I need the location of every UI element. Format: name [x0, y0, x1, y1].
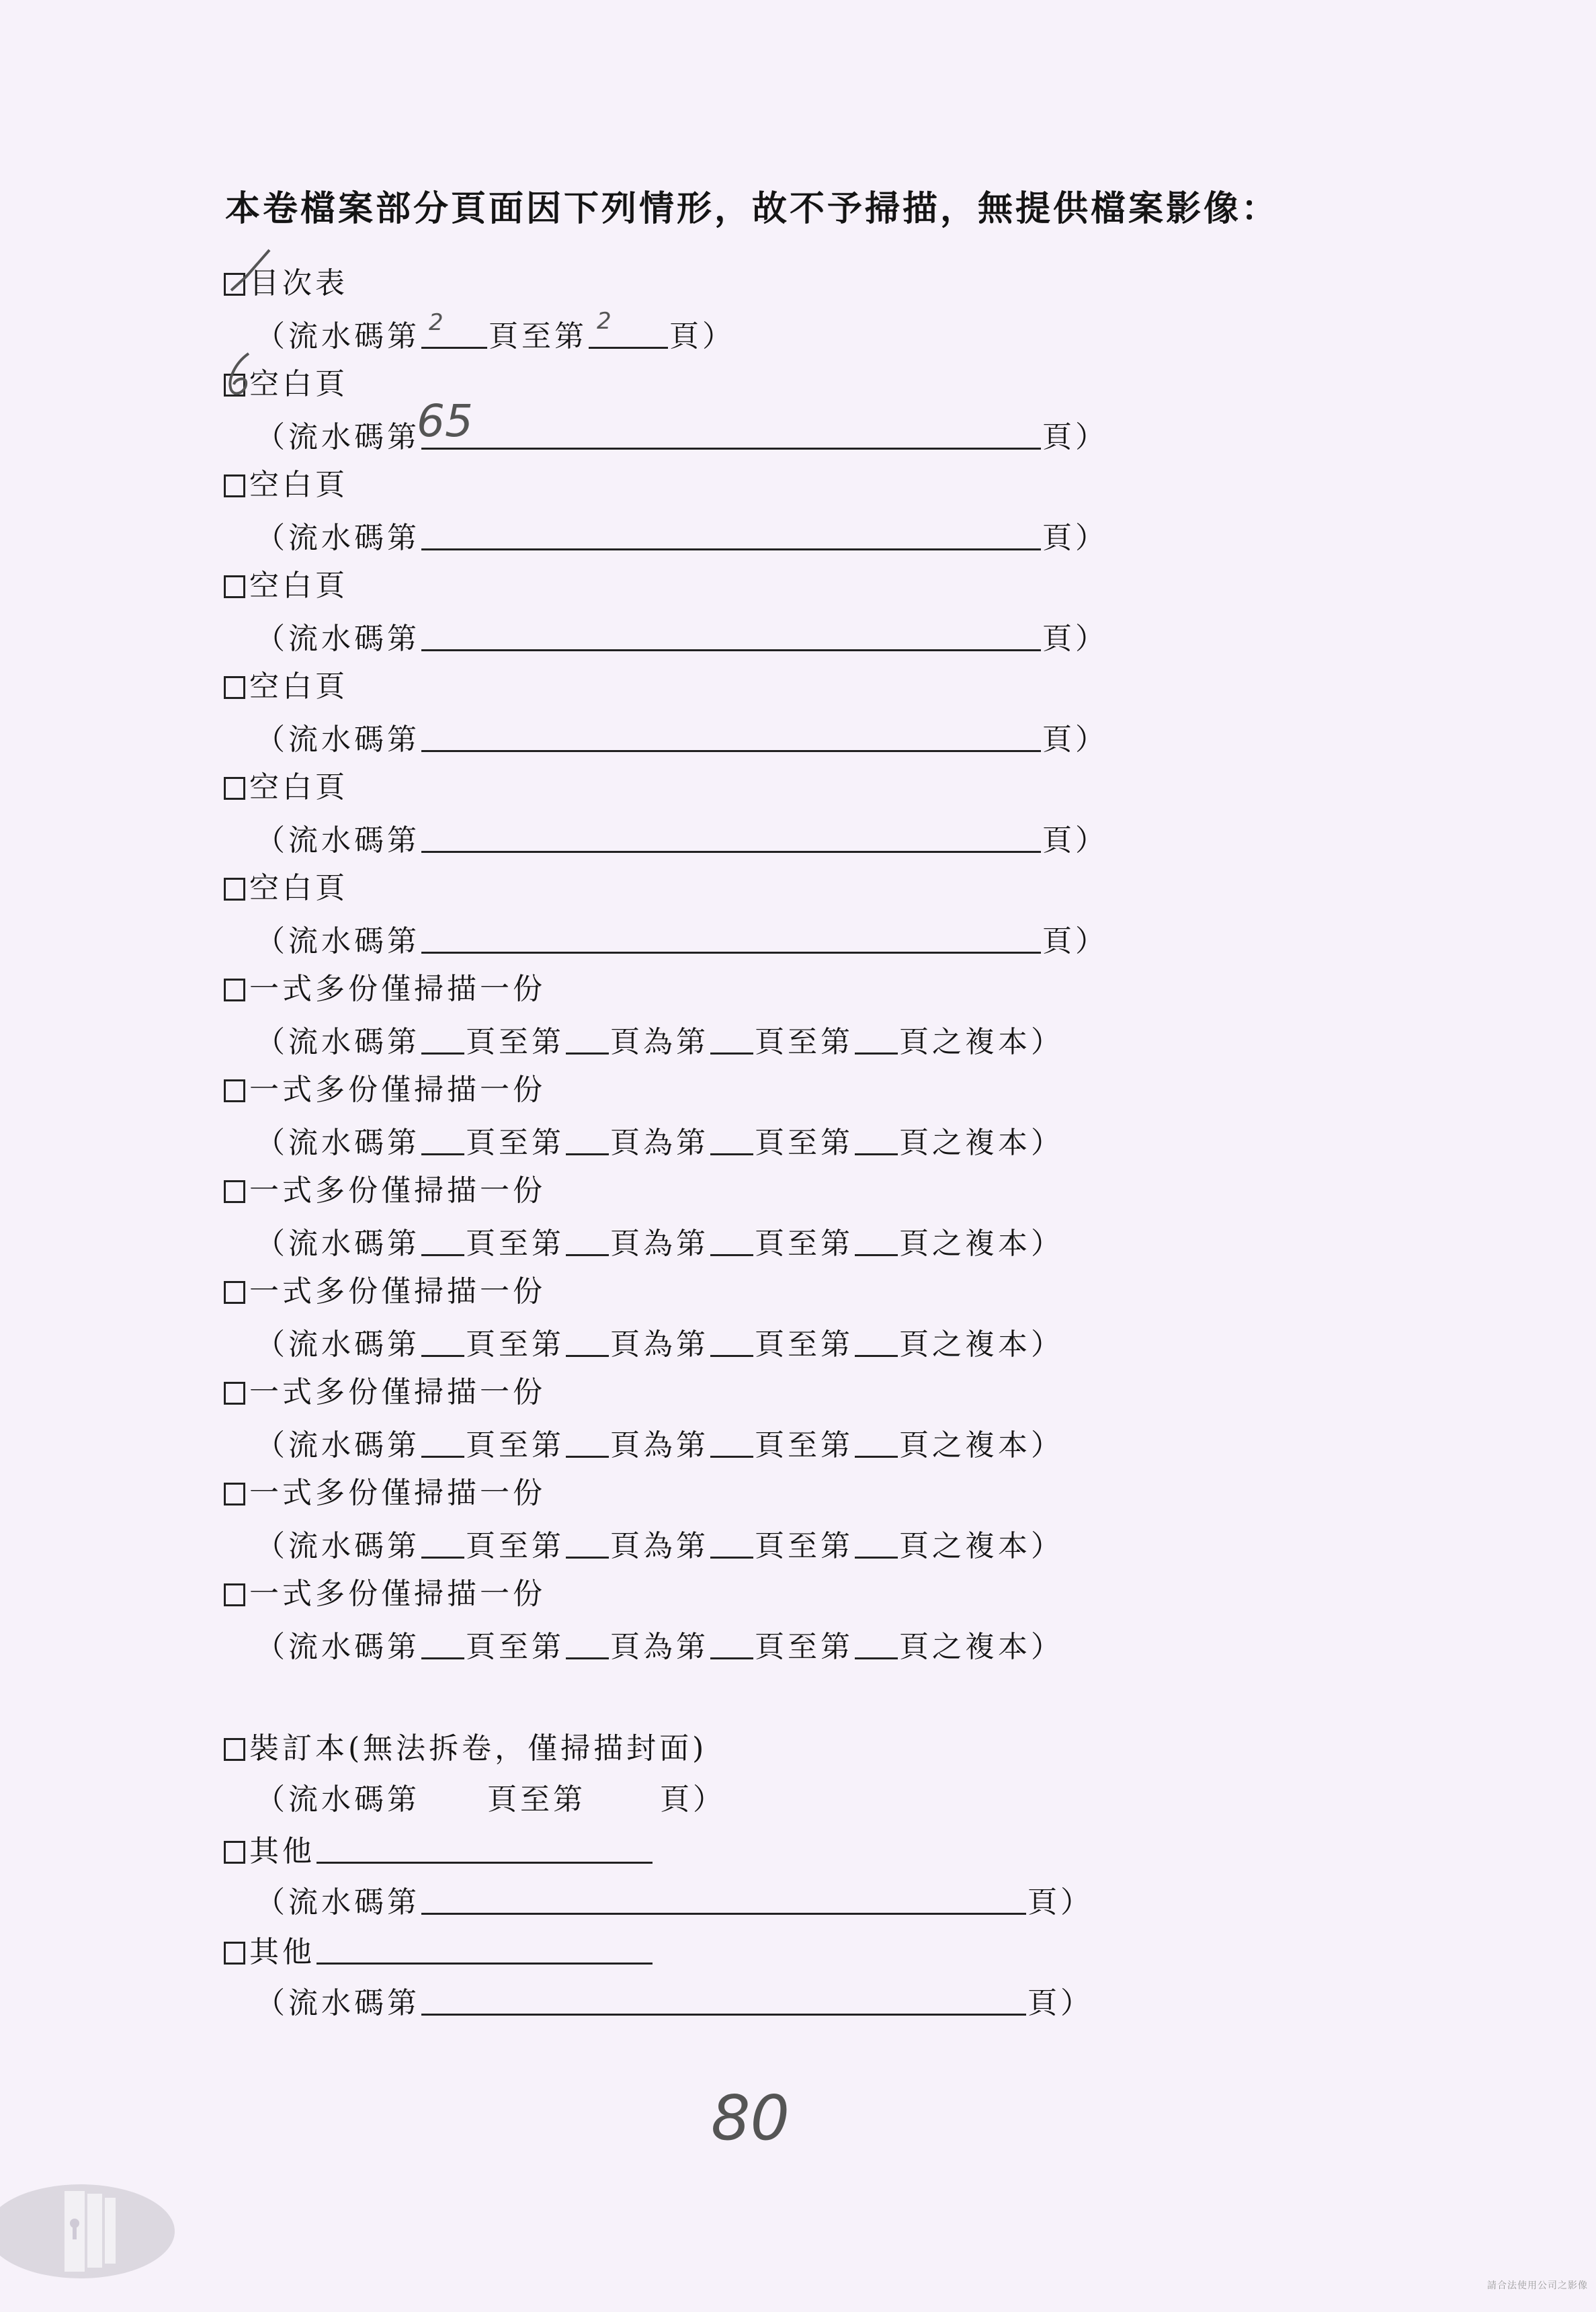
copy-item-page-field[interactable]: [566, 1628, 609, 1659]
blank-page-label: 空白頁: [249, 468, 348, 502]
blank-page-row-3: [224, 566, 348, 606]
serial-suffix: 頁）: [1042, 823, 1108, 858]
copy-item-range-row: [255, 1222, 1064, 1262]
copy-item-range-row: [255, 1121, 1064, 1161]
copy-item-range-row: [255, 1625, 1064, 1665]
copy-item-page-field[interactable]: [710, 1325, 753, 1357]
serial-prefix: （流水碼第: [255, 622, 420, 656]
copy-item-row: [224, 969, 546, 1009]
blank-page-label: 空白頁: [249, 770, 348, 804]
serial-prefix: （流水碼第: [255, 1986, 420, 2020]
blank-page-label: 空白頁: [249, 367, 348, 401]
copy-item-page-field[interactable]: [710, 1527, 753, 1559]
blank-page-label: 空白頁: [249, 871, 348, 905]
copy-item-page-field[interactable]: [566, 1527, 609, 1559]
serial-suffix: 頁）: [1027, 1986, 1093, 2020]
serial-field[interactable]: [421, 1984, 1026, 2016]
copy-item-label: 一式多份僅掃描一份: [249, 1476, 546, 1510]
copy-item-text: 頁為第: [610, 1126, 709, 1160]
copy-item-page-field[interactable]: [855, 1527, 898, 1559]
copy-item-text: 頁至第: [755, 1025, 853, 1059]
blank-page-range-row: [255, 919, 1108, 960]
copy-item-page-field[interactable]: [710, 1124, 753, 1155]
copy-item-text: 頁至第: [755, 1227, 853, 1261]
copy-item-row: [224, 1272, 546, 1312]
copy-item-checkbox[interactable]: [224, 1079, 245, 1102]
copy-item-page-field[interactable]: [710, 1426, 753, 1458]
copy-item-text: 頁為第: [610, 1428, 709, 1462]
handwritten-check-mark-icon: [226, 243, 300, 304]
serial-prefix: （流水碼第: [255, 420, 420, 454]
copy-item-text: 頁至第: [466, 1126, 564, 1160]
serial-field[interactable]: [421, 821, 1041, 853]
copy-item-text: 頁至第: [755, 1428, 853, 1462]
blank-page-range-row: [255, 516, 1108, 556]
copy-item-text: 頁至第: [466, 1529, 564, 1563]
footer-note: 請合法使用公司之影像: [1487, 2280, 1588, 2291]
toc-label: 目次表: [249, 266, 348, 300]
copy-item-text: 頁為第: [610, 1529, 709, 1563]
serial-prefix: （流水碼第: [255, 1782, 420, 1817]
serial-suffix: 頁）: [669, 319, 735, 354]
serial-prefix: （流水碼第: [255, 924, 420, 958]
copy-item-text: 頁為第: [610, 1630, 709, 1664]
other-range-row: [255, 1981, 1093, 2022]
copy-item-row: [224, 1070, 546, 1110]
copy-item-text: 頁至第: [466, 1630, 564, 1664]
copy-item-page-field[interactable]: [566, 1225, 609, 1256]
copy-item-text: 頁至第: [466, 1227, 564, 1261]
serial-prefix: （流水碼第: [255, 1885, 420, 1919]
copy-item-text: 頁至第: [466, 1428, 564, 1462]
copy-item-label: 一式多份僅掃描一份: [249, 1274, 546, 1309]
copy-item-label: 一式多份僅掃描一份: [249, 1073, 546, 1107]
copy-item-text: 頁至第: [755, 1327, 853, 1362]
copy-item-label: 一式多份僅掃描一份: [249, 1375, 546, 1409]
page-title: 本卷檔案部分頁面因下列情形，故不予掃描，無提供檔案影像：: [225, 189, 1279, 229]
bound-volume-row: [224, 1729, 707, 1769]
copy-item-row: [224, 1171, 546, 1211]
copy-item-label: 一式多份僅掃描一份: [249, 972, 546, 1006]
copy-item-page-field[interactable]: [421, 1124, 464, 1155]
blank-page-row-2: [224, 465, 348, 505]
other-checkbox[interactable]: [224, 1841, 245, 1864]
copy-item-row: [224, 1574, 546, 1614]
other-label: 其他: [249, 1935, 315, 1969]
serial-suffix: 頁）: [1027, 1885, 1093, 1919]
serial-field[interactable]: [421, 418, 1041, 450]
copy-item-text: 頁之複本）: [899, 1428, 1064, 1462]
copy-item-text: 頁至第: [466, 1327, 564, 1362]
copy-item-page-field[interactable]: [421, 1225, 464, 1256]
blank-page-range-row: [255, 415, 1108, 456]
copy-item-row: [224, 1473, 546, 1514]
blank-page-range-row: [255, 617, 1108, 657]
copy-item-text: 頁為第: [610, 1227, 709, 1261]
serial-field[interactable]: [421, 519, 1041, 550]
copy-item-page-field[interactable]: [855, 1628, 898, 1659]
copy-item-text: 頁至第: [466, 1025, 564, 1059]
serial-suffix: 頁）: [1042, 622, 1108, 656]
serial-field[interactable]: [421, 720, 1041, 752]
serial-suffix: 頁）: [660, 1782, 726, 1817]
copy-item-page-field[interactable]: [710, 1628, 753, 1659]
copy-item-text: （流水碼第: [255, 1227, 420, 1261]
other-reason-field[interactable]: [317, 1832, 653, 1864]
blank-page-checkbox[interactable]: [224, 575, 245, 598]
handwritten-check-mark-icon: [222, 349, 262, 403]
bound-volume-checkbox[interactable]: [224, 1738, 245, 1761]
copy-item-page-field[interactable]: [855, 1325, 898, 1357]
other-checkbox[interactable]: [224, 1942, 245, 1965]
serial-middle: 頁至第: [487, 1782, 586, 1817]
copy-item-range-row: [255, 1323, 1064, 1363]
blank-page-checkbox[interactable]: [224, 878, 245, 901]
copy-item-page-field[interactable]: [421, 1527, 464, 1559]
copy-item-page-field[interactable]: [855, 1124, 898, 1155]
serial-prefix: （流水碼第: [255, 823, 420, 858]
copy-item-text: 頁至第: [755, 1529, 853, 1563]
copy-item-page-field[interactable]: [421, 1023, 464, 1055]
copy-item-checkbox[interactable]: [224, 1281, 245, 1304]
copy-item-checkbox[interactable]: [224, 1382, 245, 1405]
toc-range-row: [255, 315, 735, 355]
blank-page-row-6: [224, 868, 348, 909]
serial-prefix: （流水碼第: [255, 722, 420, 757]
handwritten-from-page: 2: [429, 309, 444, 336]
copy-item-checkbox[interactable]: [224, 1180, 245, 1203]
copy-item-text: （流水碼第: [255, 1025, 420, 1059]
copy-item-text: （流水碼第: [255, 1327, 420, 1362]
blank-page-label: 空白頁: [249, 669, 348, 704]
serial-suffix: 頁）: [1042, 420, 1108, 454]
bound-volume-range-row: [255, 1780, 726, 1820]
serial-middle: 頁至第: [489, 319, 587, 354]
copy-item-page-field[interactable]: [855, 1426, 898, 1458]
copy-item-range-row: [255, 1524, 1064, 1565]
serial-field[interactable]: [421, 620, 1041, 651]
copy-item-label: 一式多份僅掃描一份: [249, 1577, 546, 1611]
copy-item-row: [224, 1372, 546, 1413]
handwritten-to-page: 2: [597, 308, 612, 335]
other-row-1: [224, 1829, 654, 1870]
serial-field[interactable]: [421, 922, 1041, 954]
copy-item-text: 頁為第: [610, 1327, 709, 1362]
serial-suffix: 頁）: [1042, 924, 1108, 958]
copy-item-checkbox[interactable]: [224, 1583, 245, 1606]
copy-item-text: 頁至第: [755, 1126, 853, 1160]
copy-item-page-field[interactable]: [566, 1124, 609, 1155]
copy-item-page-field[interactable]: [566, 1325, 609, 1357]
copy-item-text: （流水碼第: [255, 1126, 420, 1160]
copy-item-page-field[interactable]: [710, 1225, 753, 1256]
copy-item-page-field[interactable]: [421, 1426, 464, 1458]
copy-item-page-field[interactable]: [566, 1426, 609, 1458]
copy-item-range-row: [255, 1423, 1064, 1464]
copy-item-page-field[interactable]: [710, 1023, 753, 1055]
blank-page-label: 空白頁: [249, 569, 348, 603]
copy-item-page-field[interactable]: [855, 1225, 898, 1256]
copy-item-text: 頁之複本）: [899, 1126, 1064, 1160]
copy-item-label: 一式多份僅掃描一份: [249, 1173, 546, 1208]
other-row-2: [224, 1930, 654, 1971]
copy-item-page-field[interactable]: [566, 1023, 609, 1055]
blank-page-checkbox[interactable]: [224, 676, 245, 699]
serial-prefix: （流水碼第: [255, 319, 420, 354]
blank-page-row-5: [224, 768, 348, 808]
blank-page-range-row: [255, 819, 1108, 859]
blank-page-checkbox[interactable]: [224, 474, 245, 497]
other-label: 其他: [249, 1834, 315, 1868]
copy-item-text: 頁之複本）: [899, 1630, 1064, 1664]
copy-item-text: （流水碼第: [255, 1630, 420, 1664]
blank-page-row-4: [224, 667, 348, 707]
serial-prefix: （流水碼第: [255, 521, 420, 555]
other-range-row: [255, 1881, 1093, 1921]
serial-suffix: 頁）: [1042, 521, 1108, 555]
handwritten-blank-page-number: 65: [417, 395, 473, 447]
copy-item-text: 頁之複本）: [899, 1327, 1064, 1362]
copy-item-page-field[interactable]: [855, 1023, 898, 1055]
copy-item-checkbox[interactable]: [224, 979, 245, 1001]
copy-item-text: 頁至第: [755, 1630, 853, 1664]
copy-item-page-field[interactable]: [421, 1325, 464, 1357]
copy-item-text: 頁之複本）: [899, 1529, 1064, 1563]
blank-page-checkbox[interactable]: [224, 777, 245, 800]
serial-field[interactable]: [421, 1883, 1026, 1915]
copy-item-text: （流水碼第: [255, 1529, 420, 1563]
copy-item-text: 頁為第: [610, 1025, 709, 1059]
other-reason-field[interactable]: [317, 1933, 653, 1965]
copy-item-text: 頁之複本）: [899, 1025, 1064, 1059]
copy-item-range-row: [255, 1020, 1064, 1061]
bound-volume-label: 裝訂本(無法拆卷，僅掃描封面): [249, 1731, 708, 1766]
copy-item-text: （流水碼第: [255, 1428, 420, 1462]
copy-item-text: 頁之複本）: [899, 1227, 1064, 1261]
serial-suffix: 頁）: [1042, 722, 1108, 757]
copy-item-checkbox[interactable]: [224, 1483, 245, 1505]
blank-page-range-row: [255, 718, 1108, 758]
copy-item-page-field[interactable]: [421, 1628, 464, 1659]
logo-icon: [0, 2164, 175, 2299]
handwritten-page-count: 80: [711, 2082, 790, 2154]
